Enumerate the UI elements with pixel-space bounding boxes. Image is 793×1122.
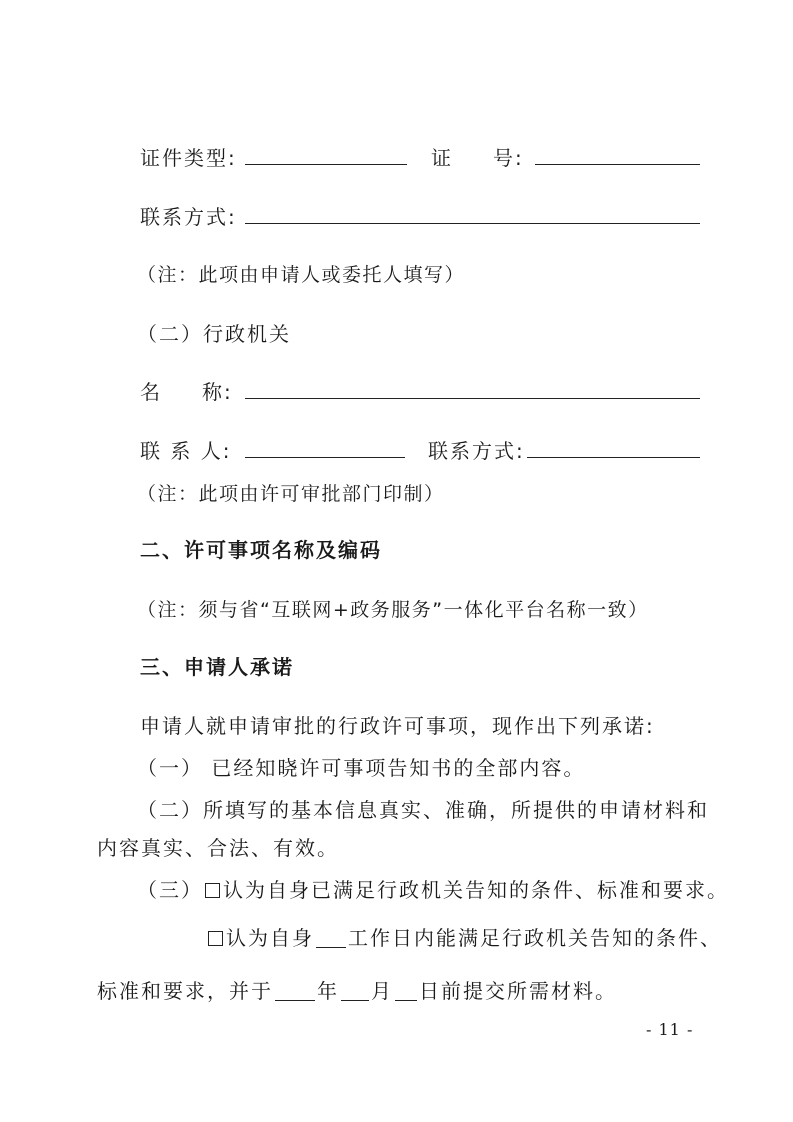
contact-person-field[interactable] (245, 431, 405, 458)
option-2-checkbox[interactable] (208, 931, 223, 946)
year-blank[interactable] (275, 980, 315, 1001)
option-2-text-b: 工作日内能满足行政机关告知的条件、 (348, 926, 722, 950)
agency-contact-field[interactable] (527, 431, 700, 458)
option-1-text: 认为自身已满足行政机关告知的条件、标准和要求。 (223, 878, 729, 902)
agency-contact-label: 联系方式: (428, 439, 525, 463)
note-agency: （注：此项由许可审批部门印制） (137, 483, 445, 505)
day-label: 日前提交所需材料。 (419, 979, 617, 1003)
contact-label: 联系方式: (140, 205, 237, 229)
agency-name-field[interactable] (245, 372, 700, 399)
option-2-text-a: 认为自身 (226, 926, 314, 950)
page-number: - 11 - (646, 1020, 694, 1039)
contact-field[interactable] (245, 197, 700, 224)
option-1-checkbox[interactable] (205, 883, 220, 898)
option-2-line2-text: 标准和要求，并于 (97, 979, 273, 1003)
contact-person-label: 联 系 人: (140, 439, 232, 463)
month-label: 月 (371, 979, 393, 1003)
promise-item-3-option-2 (206, 925, 722, 951)
promise-item-1: （一） 已经知晓许可事项告知书的全部内容。 (137, 756, 586, 780)
name-label-b: 称: (202, 380, 233, 404)
section-agency-heading: （二）行政机关 (137, 322, 291, 346)
id-type-field[interactable] (245, 138, 407, 165)
id-number-label-a: 证 (431, 146, 453, 170)
section3-heading: 三、申请人承诺 (140, 655, 294, 679)
note-applicant: （注：此项由申请人或委托人填写） (137, 264, 466, 286)
promise-item-2-line1: （二）所填写的基本信息真实、准确，所提供的申请材料和 (137, 798, 709, 822)
workdays-blank[interactable] (316, 927, 346, 948)
id-type-label: 证件类型: (140, 146, 237, 170)
promise-item-3-prefix: （三） (137, 878, 203, 902)
id-number-label-b: 号: (493, 146, 524, 170)
day-blank[interactable] (395, 980, 417, 1001)
section2-note: （注：须与省“互联网+政务服务”一体化平台名称一致） (137, 599, 649, 621)
id-number-field[interactable] (535, 138, 700, 165)
promise-item-2-line2: 内容真实、合法、有效。 (97, 836, 339, 860)
name-label-a: 名 (140, 380, 162, 404)
month-blank[interactable] (341, 980, 369, 1001)
promise-item-3-option-2-line2 (97, 978, 617, 1004)
promise-intro: 申请人就申请审批的行政许可事项，现作出下列承诺: (140, 714, 655, 738)
year-label: 年 (317, 979, 339, 1003)
section2-heading: 二、许可事项名称及编码 (140, 538, 382, 562)
promise-item-3-option-1 (137, 877, 729, 903)
